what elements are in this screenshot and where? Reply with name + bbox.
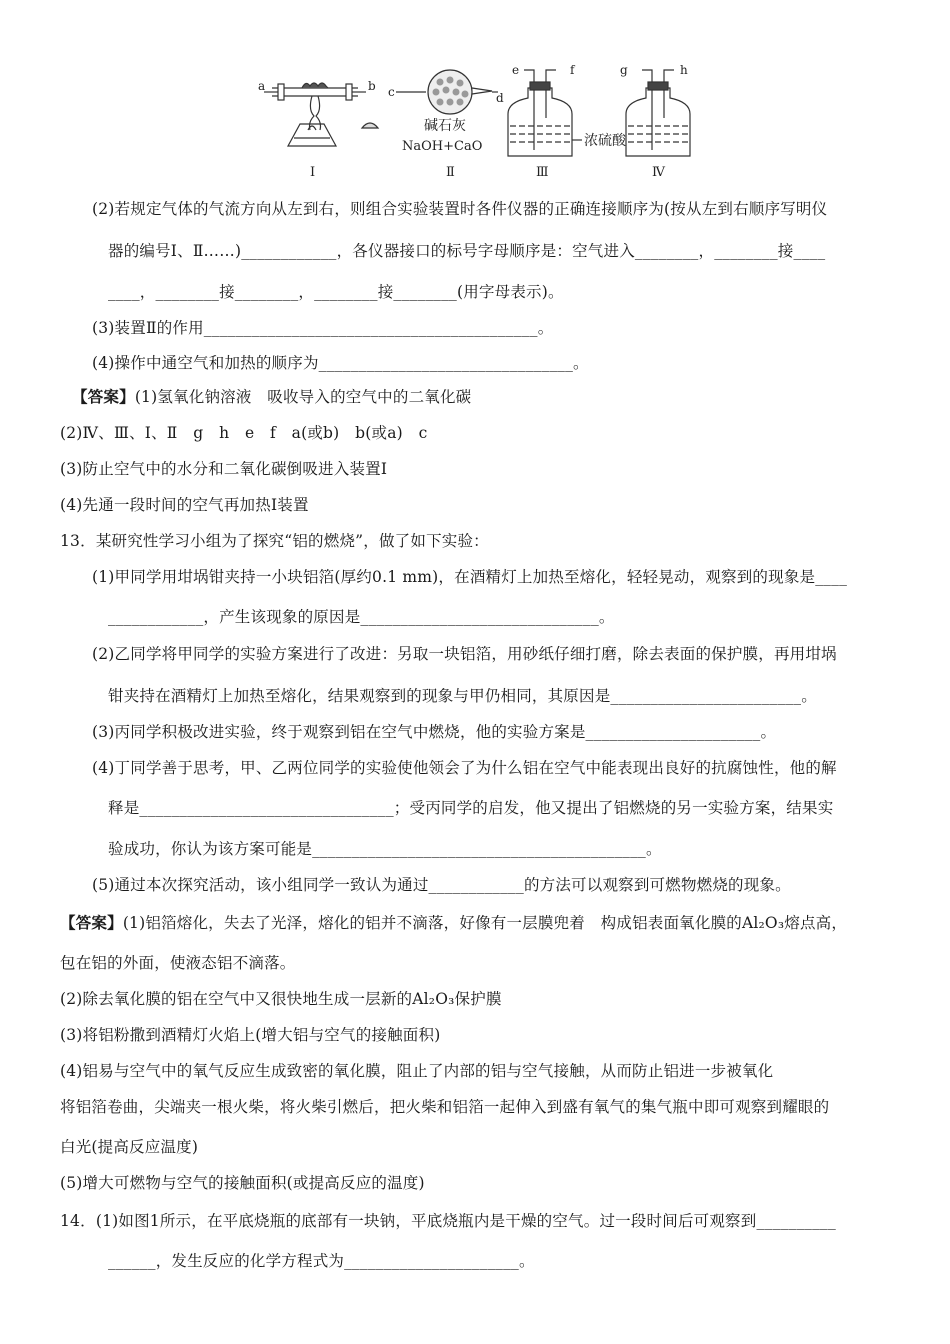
apparatus-figure (250, 58, 720, 180)
answer-13-line7: 白光(提高反应温度) (60, 1138, 199, 1156)
apparatus-III (508, 70, 582, 156)
q13-1-line1: (1)甲同学用坩埚钳夹持一小块铝箔(厚约0.1 mm)，在酒精灯上加热至熔化，轻轻晃动，观察到的现象是____ (92, 568, 848, 586)
apparatus-II (396, 70, 498, 114)
answer-12-line3: (3)防止空气中的水分和二氧化碳倒吸进入装置Ⅰ (60, 460, 388, 478)
numeral-III: Ⅲ (536, 165, 549, 180)
q13-5: (5)通过本次探究活动，该小组同学一致认为通过____________的方法可以观察到可燃物燃烧的现象。 (92, 876, 791, 894)
q13-1-line2: ____________，产生该现象的原因是______________________________。 (108, 608, 615, 626)
apparatus-I (264, 83, 378, 146)
answer-12-line4: (4)先通一段时间的空气再加热Ⅰ装置 (60, 496, 309, 514)
q12-3: (3)装置Ⅱ的作用__________________________________________。 (92, 319, 554, 337)
numeral-IV: Ⅳ (652, 165, 665, 180)
answer-text: (1)氢氧化钠溶液 吸收导入的空气中的二氧化碳 (134, 388, 472, 406)
q13-4-line1: (4)丁同学善于思考，甲、乙两位同学的实验使他领会了为什么铝在空气中能表现出良好的抗腐蚀性，他的解 (92, 759, 837, 777)
q12-2-line2: 器的编号Ⅰ、Ⅱ……)____________，各仪器接口的标号字母顺序是：空气进入________，________接____ (108, 242, 826, 260)
label-h: h (680, 63, 688, 77)
q13-4-line3: 验成功，你认为该方案可能是__________________________________________。 (108, 840, 662, 858)
answer-13-line4: (3)将铝粉撒到酒精灯火焰上(增大铝与空气的接触面积) (60, 1026, 441, 1044)
answer-13-line1 (60, 912, 847, 934)
label-b: b (368, 79, 376, 93)
q12-2-line3: ____，________接________，________接________(用字母表示)。 (108, 283, 564, 301)
label-a: a (258, 79, 266, 93)
q12-2-line1: (2)若规定气体的气流方向从左到右，则组合实验装置时各件仪器的正确连接顺序为(按从左到右顺序写明仪 (92, 200, 828, 218)
answer-13-line8: (5)增大可燃物与空气的接触面积(或提高反应的温度) (60, 1174, 425, 1192)
conc-acid-label: 浓硫酸 (584, 133, 626, 149)
answer-tag: 【答案】 (60, 913, 123, 932)
label-g: g (620, 63, 628, 77)
soda-lime-label: 碱石灰 (424, 118, 466, 134)
q12-4: (4)操作中通空气和加热的顺序为________________________________。 (92, 354, 589, 372)
label-f: f (570, 63, 575, 77)
answer-12-line1 (72, 386, 471, 408)
label-c: c (388, 85, 395, 99)
q14-1-line2: ______，发生反应的化学方程式为______________________。 (108, 1252, 535, 1270)
label-d: d (496, 91, 504, 105)
answer-12-line2: (2)Ⅳ、Ⅲ、Ⅰ、Ⅱ g h e f a(或b) b(或a) c (60, 424, 428, 442)
q13-3: (3)丙同学积极改进实验，终于观察到铝在空气中燃烧，他的实验方案是______________________。 (92, 723, 777, 741)
answer-text: (1)铝箔熔化，失去了光泽，熔化的铝并不滴落，好像有一层膜兜着 构成铝表面氧化膜的Al₂O₃熔点高， (122, 914, 848, 932)
q13-2-line1: (2)乙同学将甲同学的实验方案进行了改进：另取一块铝箔，用砂纸仔细打磨，除去表面的保护膜，再用坩埚 (92, 645, 837, 663)
numeral-II: Ⅱ (446, 165, 455, 180)
q13-4-line2: 释是________________________________；受丙同学的启发，他又提出了铝燃烧的另一实验方案，结果实 (108, 799, 834, 817)
label-e: e (512, 63, 520, 77)
numeral-I: Ⅰ (310, 165, 316, 180)
answer-13-line2: 包在铝的外面，使液态铝不滴落。 (60, 954, 296, 972)
answer-13-line5: (4)铝易与空气中的氧气反应生成致密的氧化膜，阻止了内部的铝与空气接触，从而防止铝进一步被氧化 (60, 1062, 774, 1080)
apparatus-IV (626, 70, 690, 156)
q13-2-line2: 钳夹持在酒精灯上加热至熔化，结果观察到的现象与甲仍相同，其原因是________________________。 (108, 687, 817, 705)
q13-title: 13．某研究性学习小组为了探究“铝的燃烧”，做了如下实验： (60, 532, 489, 550)
soda-lime-formula: NaOH+CaO (402, 139, 483, 154)
answer-tag: 【答案】 (72, 387, 135, 406)
answer-13-line6: 将铝箔卷曲，尖端夹一根火柴，将火柴引燃后，把火柴和铝箔一起伸入到盛有氧气的集气瓶中即可观察到耀眼的 (60, 1098, 830, 1116)
answer-13-line3: (2)除去氧化膜的铝在空气中又很快地生成一层新的Al₂O₃保护膜 (60, 990, 502, 1008)
q14-1-line1: 14．(1)如图1所示，在平底烧瓶的底部有一块钠，平底烧瓶内是干燥的空气。过一段时间后可观察到__________ (60, 1212, 836, 1230)
